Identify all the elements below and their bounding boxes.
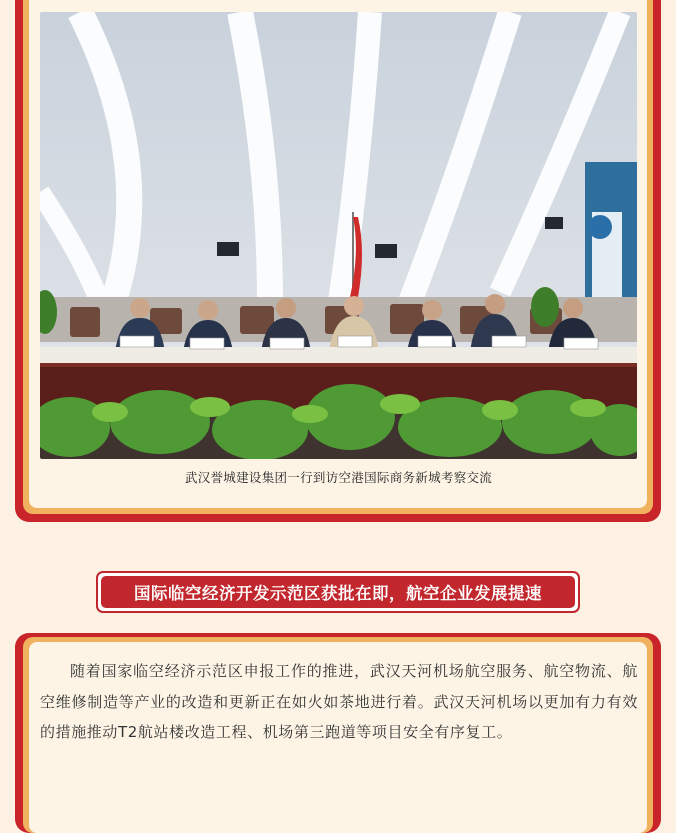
- meeting-scene-illustration: [40, 12, 637, 459]
- section-heading: 国际临空经济开发示范区获批在即，航空企业发展提速: [101, 576, 575, 608]
- photo-caption: 武汉誉城建设集团一行到访空港国际商务新城考察交流: [184, 470, 493, 485]
- meeting-photo: [40, 12, 637, 459]
- section-heading-banner: [96, 571, 580, 613]
- article-paragraph: 随着国家临空经济示范区申报工作的推进，武汉天河机场航空服务、航空物流、航空维修制造等产业的改造和更新正在如火如茶地进行着。武汉天河机场以更加有力有效的措施推动T2航站楼改造工程、机场第三跑道等项目安全有序复工。: [40, 662, 638, 741]
